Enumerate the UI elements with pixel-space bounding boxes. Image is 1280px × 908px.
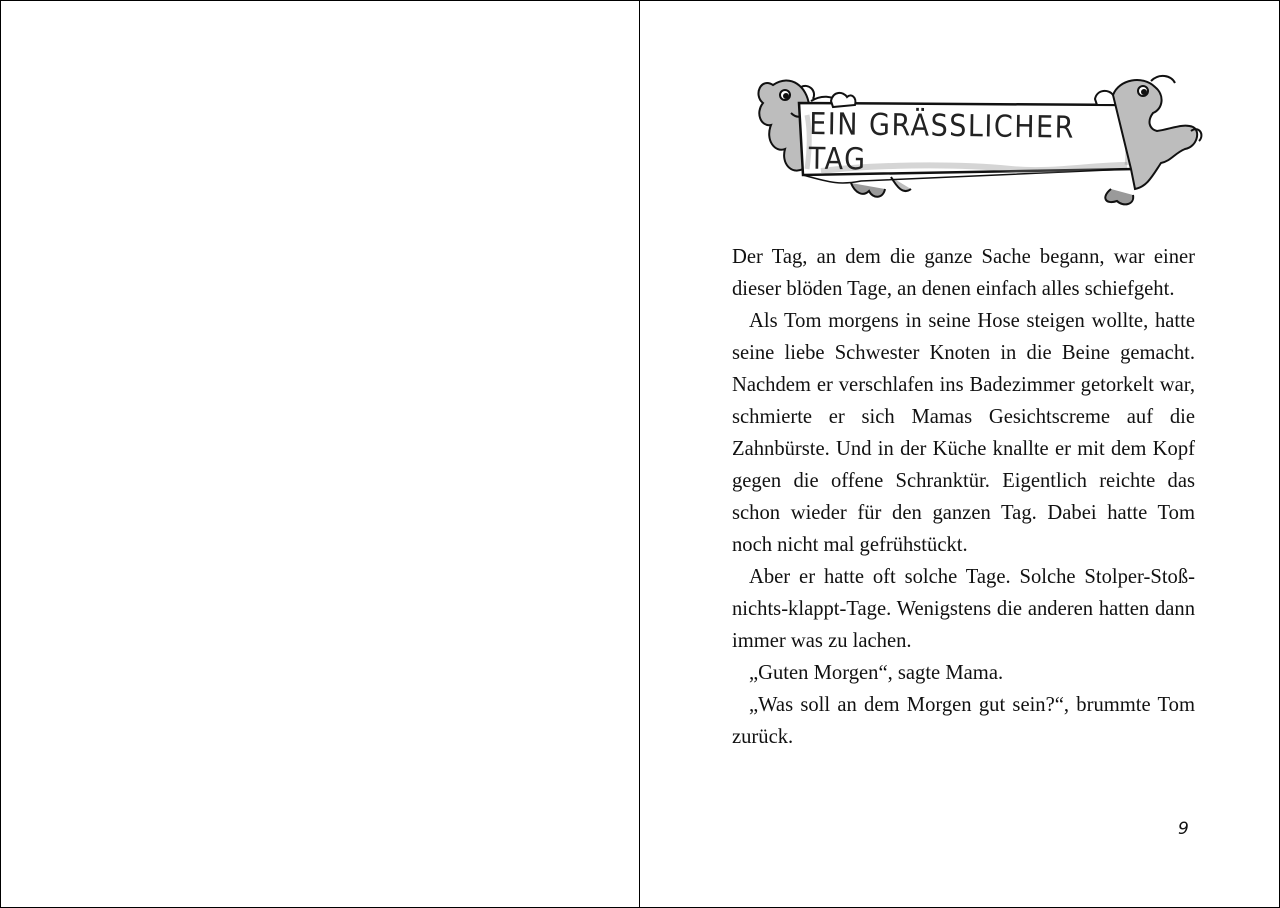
chapter-body-text: [732, 241, 1195, 753]
paragraph: Der Tag, an dem die ganze Sache begann, war einer dieser blöden Tage, an denen einfach alles schiefgeht.: [732, 246, 1195, 300]
paragraph: Aber er hatte oft solche Tage. Solche Stolper-Stoß-nichts-klappt-Tage. Wenigstens die anderen hatten dann immer was zu lachen.: [732, 566, 1195, 652]
page-number: 9: [1178, 819, 1189, 839]
chapter-title: EIN GRÄSSLICHER TAG: [808, 107, 1076, 178]
paragraph: Als Tom morgens in seine Hose steigen wollte, hatte seine liebe Schwester Knoten in die Beine gemacht. Nachdem er verschlafen ins Badezimmer getorkelt war, schmierte er sich Mamas Gesichtscreme auf die Zahnbürste. Und in der Küche knallte er mit dem Kopf gegen die offene Schranktür. Eigentlich reichte das schon wieder für den ganzen Tag. Dabei hatte Tom noch nicht mal gefrühstückt.: [732, 310, 1195, 556]
right-page: [641, 1, 1279, 907]
paragraph: „Was soll an dem Morgen gut sein?“, brummte Tom zurück.: [732, 694, 1195, 748]
chapter-banner-illustration: [751, 65, 1206, 215]
paragraph: „Guten Morgen“, sagte Mama.: [749, 662, 1004, 684]
left-page-blank: [1, 1, 640, 907]
